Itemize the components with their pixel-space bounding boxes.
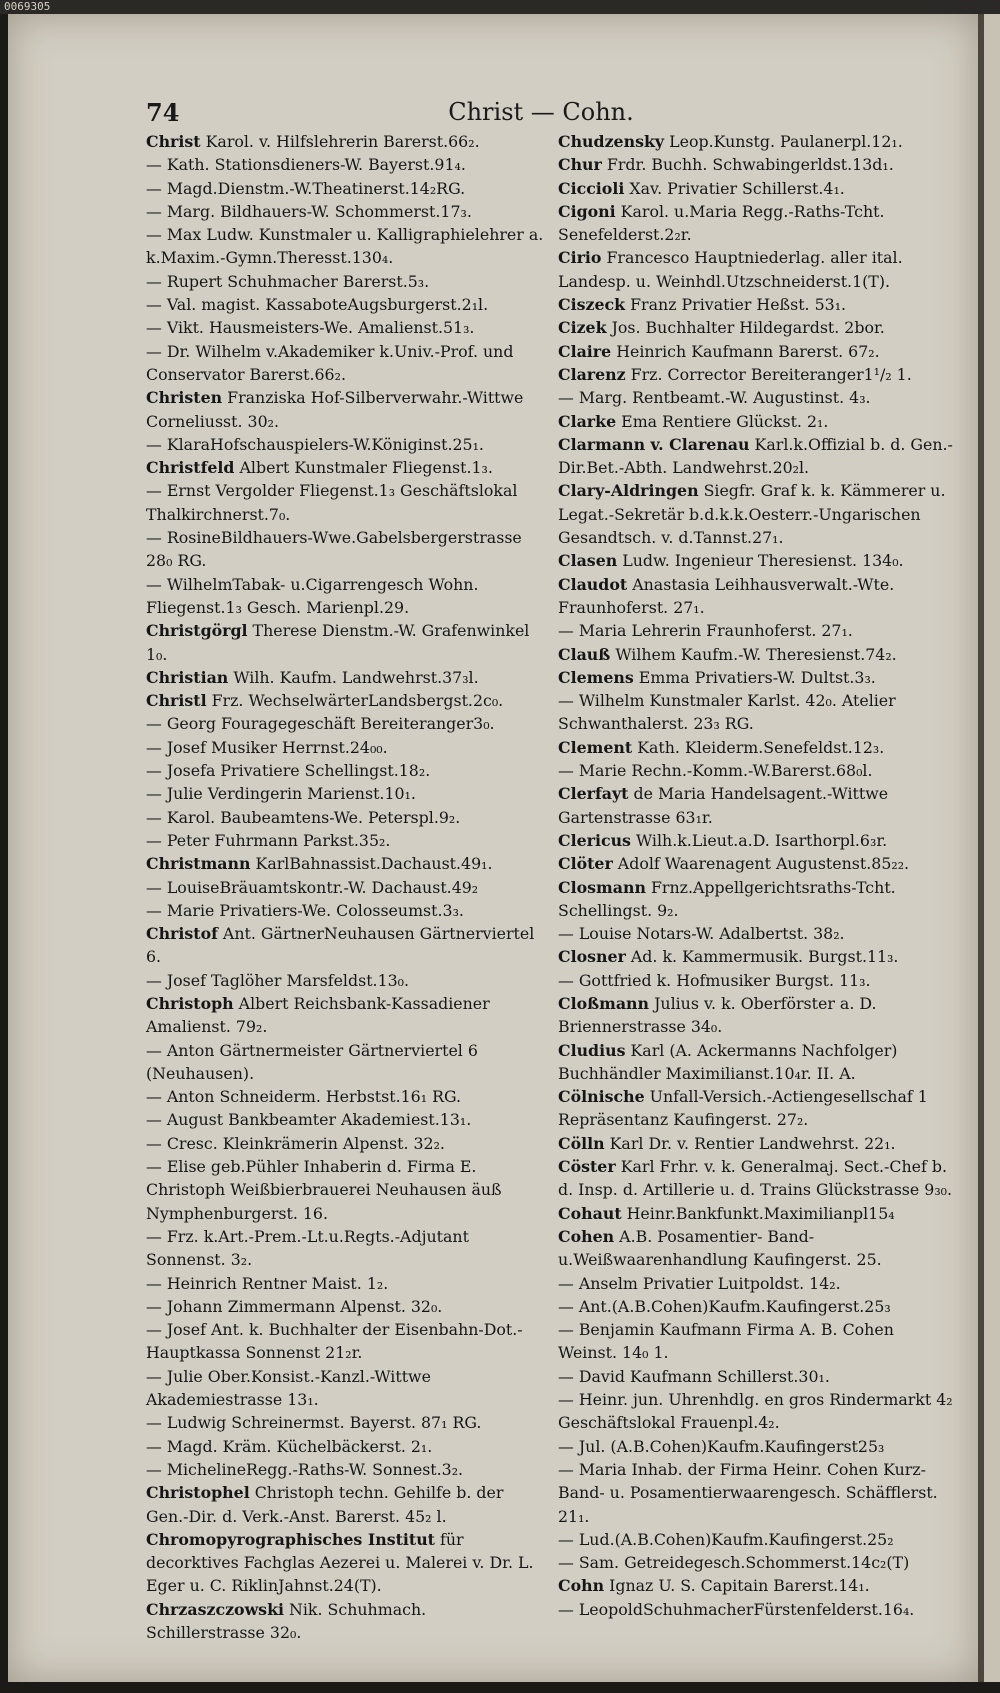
- directory-entry: [558, 549, 956, 572]
- entry-surname: Cölln: [558, 1133, 605, 1153]
- entry-details: Adolf Waarenagent Augustenst.85₂₂.: [612, 854, 910, 874]
- directory-entry: [146, 899, 544, 922]
- entry-details: — Anton Schneiderm. Herbstst.16₁ RG.: [146, 1087, 462, 1107]
- directory-entry: [558, 293, 956, 316]
- directory-entry: [558, 363, 956, 386]
- directory-entry: [146, 992, 544, 1039]
- directory-entry: [558, 1132, 956, 1155]
- directory-entry: [558, 153, 956, 176]
- directory-entry: [146, 526, 544, 573]
- directory-entry: [146, 200, 544, 223]
- entry-details: — MichelineRegg.-Raths-W. Sonnest.3₂.: [146, 1459, 464, 1479]
- entry-surname: Cölnische: [558, 1087, 645, 1107]
- entry-details: Frz. Corrector Bereiteranger1¹/₂ 1.: [625, 364, 912, 384]
- directory-entry: [558, 829, 956, 852]
- scan-id-bar: [0, 0, 1000, 14]
- directory-entry: [558, 246, 956, 293]
- entry-surname: Claire: [558, 341, 612, 361]
- entry-surname: Cohn: [558, 1576, 605, 1596]
- entry-details: — RosineBildhauers-Wwe.Gabelsbergerstrasse 28₀ RG.: [146, 528, 527, 571]
- left-column: [146, 130, 549, 1650]
- entry-details: Wilh. Kaufm. Landwehrst.37₃l.: [228, 667, 479, 687]
- directory-entry: [558, 177, 956, 200]
- entry-surname: Cigoni: [558, 201, 616, 221]
- entry-details: — Heinr. jun. Uhrenhdlg. en gros Rindermarkt 4₂ Geschäftslokal Frauenpl.4₂.: [558, 1390, 958, 1433]
- entry-details: Anastasia Leihhausverwalt.-Wte. Fraunhoferst. 27₁.: [558, 574, 900, 617]
- directory-entry: [146, 759, 544, 782]
- directory-entry: [146, 736, 544, 759]
- directory-entry: [146, 712, 544, 735]
- directory-entry: [146, 293, 544, 316]
- directory-entry: [146, 573, 544, 620]
- entry-surname: Cöster: [558, 1157, 616, 1177]
- entry-details: Christoph techn. Gehilfe b. der Gen.-Dir. d. Verk.-Anst. Barerst. 45₂ l.: [146, 1483, 509, 1526]
- directory-entry: [558, 1551, 956, 1574]
- entry-details: Jos. Buchhalter Hildegardst. 2bor.: [606, 318, 885, 338]
- entry-surname: Christl: [146, 691, 207, 711]
- directory-entry: [146, 479, 544, 526]
- directory-entry: [558, 1202, 956, 1225]
- entry-details: — Georg Fouragegeschäft Bereiteranger3₀.: [146, 714, 495, 734]
- entry-details: — Gottfried k. Hofmusiker Burgst. 11₃.: [558, 970, 871, 990]
- entry-surname: Cirio: [558, 248, 602, 268]
- directory-entry: [558, 1295, 956, 1318]
- entry-surname: Christian: [146, 667, 229, 687]
- entry-details: Xav. Privatier Schillerst.4₁.: [624, 178, 845, 198]
- directory-entry: [146, 1132, 544, 1155]
- entry-surname: Ciszeck: [558, 295, 626, 315]
- directory-entry: [146, 1458, 544, 1481]
- directory-entry: [558, 200, 956, 247]
- directory-entry: [146, 922, 544, 969]
- entry-surname: Cohen: [558, 1226, 615, 1246]
- directory-entry: [558, 1039, 956, 1086]
- entry-details: de Maria Handelsagent.-Wittwe Gartenstrasse 63₁r.: [558, 784, 894, 827]
- entry-surname: Chudzensky: [558, 132, 665, 151]
- directory-entry: [558, 666, 956, 689]
- entry-details: — Kath. Stationsdieners-W. Bayerst.91₄.: [146, 155, 466, 175]
- entry-details: — Marie Rechn.-Komm.-W.Barerst.68₀l.: [558, 761, 873, 781]
- directory-entry: [558, 969, 956, 992]
- directory-entry: [146, 876, 544, 899]
- entry-surname: Christen: [146, 388, 223, 408]
- directory-entry: [146, 1108, 544, 1131]
- entry-details: — Josef Taglöher Marsfeldst.13₀.: [146, 970, 410, 990]
- entry-details: — Julie Ober.Konsist.-Kanzl.-Wittwe Akademiestrasse 13₁.: [146, 1366, 436, 1410]
- entry-details: Karol. v. Hilfslehrerin Barerst.66₂.: [200, 132, 480, 151]
- entry-details: — David Kaufmann Schillerst.30₁.: [558, 1366, 830, 1386]
- entry-surname: Chrzaszczowski: [146, 1599, 285, 1619]
- entry-details: Ignaz U. S. Capitain Barerst.14₁.: [604, 1576, 870, 1596]
- entry-details: Ant. GärtnerNeuhausen Gärtnerviertel 6.: [146, 924, 540, 967]
- directory-entry: [146, 177, 544, 200]
- directory-entry: [558, 1528, 956, 1551]
- entry-details: Emma Privatiers-W. Dultst.3₃.: [633, 667, 876, 687]
- directory-entry: [558, 1155, 956, 1202]
- entry-surname: Christoph: [146, 993, 234, 1013]
- entry-details: — WilhelmTabak- u.Cigarrengesch Wohn. Fliegenst.1₃ Gesch. Marienpl.29.: [146, 574, 484, 617]
- facing-page-edge: [978, 14, 1000, 1682]
- entry-details: — Karol. Baubeamtens-We. Peterspl.9₂.: [146, 807, 461, 827]
- entry-surname: Clarenz: [558, 364, 626, 384]
- entry-details: Nik. Schuhmach. Schillerstrasse 32₀.: [146, 1599, 432, 1642]
- entry-details: KarlBahnassist.Dachaust.49₁.: [250, 854, 493, 874]
- entry-surname: Cloßmann: [558, 993, 650, 1013]
- directory-entry: [146, 316, 544, 339]
- entry-details: — Max Ludw. Kunstmaler u. Kalligraphielehrer a. k.Maxim.-Gymn.Theresst.130₄.: [146, 225, 549, 268]
- entry-surname: Closmann: [558, 877, 646, 897]
- directory-entry: [558, 433, 956, 480]
- entry-details: — Dr. Wilhelm v.Akademiker k.Univ.-Prof. und Conservator Barerst.66₂.: [146, 341, 519, 384]
- entry-details: — Rupert Schuhmacher Barerst.5₃.: [146, 271, 430, 291]
- entry-details: Albert Kunstmaler Fliegenst.1₃.: [234, 458, 493, 478]
- entry-details: — Anton Gärtnermeister Gärtnerviertel 6 (Neuhausen).: [146, 1040, 483, 1083]
- directory-entry: [558, 1435, 956, 1458]
- entry-details: Ema Rentiere Glückst. 2₁.: [616, 411, 829, 431]
- directory-entry: [146, 806, 544, 829]
- directory-entry: [558, 689, 956, 736]
- entry-details: Unfall-Versich.-Actiengesellschaf 1 Repräsentanz Kaufingerst. 27₂.: [558, 1087, 933, 1130]
- entry-details: — Julie Verdingerin Marienst.10₁.: [146, 784, 416, 804]
- entry-surname: Clöter: [558, 854, 613, 874]
- entry-details: — August Bankbeamter Akademiest.13₁.: [146, 1110, 472, 1130]
- directory-entry: [146, 1528, 544, 1598]
- directory-entry: [558, 1388, 956, 1435]
- directory-entry: [146, 1411, 544, 1434]
- directory-entry: [146, 1155, 544, 1225]
- directory-entry: [146, 1318, 544, 1365]
- directory-entry: [146, 456, 544, 479]
- entry-details: Frdr. Buchh. Schwabingerldst.13d₁.: [601, 155, 894, 175]
- entry-surname: Clauß: [558, 644, 611, 664]
- entry-details: Ad. k. Kammermusik. Burgst.11₃.: [625, 947, 899, 967]
- entry-details: Franziska Hof-Silberverwahr.-Wittwe Corneliusst. 30₂.: [146, 388, 529, 431]
- directory-entry: [558, 945, 956, 968]
- entry-surname: Ciccioli: [558, 178, 625, 198]
- directory-entry: [146, 130, 544, 153]
- directory-entry: [146, 1435, 544, 1458]
- entry-surname: Christ: [146, 132, 201, 151]
- entry-details: Siegfr. Graf k. k. Kämmerer u. Legat.-Sekretär b.d.k.k.Oesterr.-Ungarischen Gesandtsch. v. d.Tannst.27₁.: [558, 481, 951, 548]
- entry-details: — KlaraHofschauspielers-W.Königinst.25₁.: [146, 434, 484, 454]
- entry-details: — Peter Fuhrmann Parkst.35₂.: [146, 830, 391, 850]
- entry-surname: Closner: [558, 947, 626, 967]
- entry-details: Karl.k.Offizial b. d. Gen.-Dir.Bet.-Abth. Landwehrst.20₂l.: [558, 434, 953, 478]
- directory-entry: [558, 130, 956, 153]
- entry-details: Karol. u.Maria Regg.-Raths-Tcht. Senefelderst.2₂r.: [558, 201, 890, 245]
- directory-entry: [146, 1085, 544, 1108]
- entry-details: Leop.Kunstg. Paulanerpl.12₁.: [664, 132, 903, 151]
- directory-entry: [558, 1272, 956, 1295]
- directory-entry: [146, 1295, 544, 1318]
- entry-details: — Maria Inhab. der Firma Heinr. Cohen Kurz-Band- u. Posamentierwaarengesch. Schäfflerst. 21₁.: [558, 1459, 943, 1526]
- directory-entry: [558, 852, 956, 875]
- entry-details: — Marg. Bildhauers-W. Schommerst.17₃.: [146, 201, 472, 221]
- scan-id: 0069305: [4, 0, 51, 13]
- entry-details: Karl (A. Ackermanns Nachfolger) Buchhändler Maximilianst.10₄r. II. A.: [558, 1040, 903, 1083]
- entry-details: — Maria Lehrerin Fraunhoferst. 27₁.: [558, 621, 853, 641]
- entry-surname: Christfeld: [146, 458, 235, 478]
- directory-entry: [558, 479, 956, 549]
- directory-entry: [146, 1598, 544, 1645]
- entry-details: — Val. magist. KassaboteAugsburgerst.2₁l.: [146, 295, 489, 315]
- entry-surname: Cohaut: [558, 1203, 622, 1223]
- directory-entry: [558, 782, 956, 829]
- entry-details: Therese Dienstm.-W. Grafenwinkel 1₀.: [146, 621, 535, 664]
- entry-details: Francesco Hauptniederlag. aller ital. Landesp. u. Weinhdl.Utzschneiderst.1(T).: [558, 248, 908, 291]
- directory-entry: [146, 666, 544, 689]
- directory-entry: [146, 223, 549, 270]
- directory-entry: [146, 1225, 544, 1272]
- entry-surname: Clarmann v. Clarenau: [558, 434, 750, 454]
- entry-details: — LeopoldSchuhmacherFürstenfelderst.16₄.: [558, 1599, 915, 1619]
- directory-entry: [558, 573, 956, 620]
- entry-details: Wilh.k.Lieut.a.D. Isarthorpl.6₃r.: [630, 830, 888, 850]
- directory-entry: [146, 153, 544, 176]
- entry-surname: Claudot: [558, 574, 628, 594]
- entry-surname: Clasen: [558, 551, 618, 571]
- directory-entry: [146, 1365, 544, 1412]
- running-head: Christ — Cohn.: [448, 98, 634, 126]
- entry-details: — Ludwig Schreinermst. Bayerst. 87₁ RG.: [146, 1413, 482, 1433]
- binding-shadow: [978, 14, 984, 1682]
- entry-details: Heinr.Bankfunkt.Maximilianpl15₄: [621, 1203, 895, 1223]
- directory-entry: [558, 1225, 956, 1272]
- entry-details: Heinrich Kaufmann Barerst. 67₂.: [611, 341, 880, 361]
- directory-entry: [558, 410, 956, 433]
- directory-entry: [558, 876, 956, 923]
- entry-surname: Cludius: [558, 1040, 626, 1060]
- directory-entry: [146, 619, 544, 666]
- directory-entry: [146, 829, 544, 852]
- entry-details: Frnz.Appellgerichtsraths-Tcht. Schellingst. 9₂.: [558, 877, 901, 920]
- entry-details: — Ernst Vergolder Fliegenst.1₃ Geschäftslokal Thalkirchnerst.7₀.: [146, 481, 523, 524]
- directory-entry: [146, 1039, 544, 1086]
- directory-entry: [146, 1272, 544, 1295]
- entry-surname: Chur: [558, 155, 602, 175]
- entry-details: — Benjamin Kaufmann Firma A. B. Cohen Weinst. 14₀ 1.: [558, 1320, 899, 1363]
- page-number: 74: [146, 98, 180, 127]
- entry-details: A.B. Posamentier- Band- u.Weißwaarenhandlung Kaufingerst. 25.: [558, 1226, 882, 1270]
- right-column: [558, 130, 956, 1650]
- entry-details: — Ant.(A.B.Cohen)Kaufm.Kaufingerst.25₃: [558, 1296, 891, 1316]
- entry-details: — Anselm Privatier Luitpoldst. 14₂.: [558, 1273, 841, 1293]
- directory-entry: [558, 643, 956, 666]
- directory-entry: [146, 433, 544, 456]
- entry-surname: Clary-Aldringen: [558, 481, 699, 501]
- directory-entry: [146, 852, 544, 875]
- directory-entry: [558, 386, 956, 409]
- entry-details: — Marg. Rentbeamt.-W. Augustinst. 4₃.: [558, 388, 871, 408]
- entry-surname: Clerfayt: [558, 784, 629, 804]
- entry-details: Franz Privatier Heßst. 53₁.: [625, 295, 847, 315]
- directory-entry: [558, 1598, 956, 1621]
- entry-details: Ludw. Ingenieur Theresienst. 134₀.: [617, 551, 904, 571]
- entry-details: Frz. WechselwärterLandsbergst.2c₀.: [206, 691, 504, 711]
- page-header: [146, 98, 936, 128]
- entry-details: für decorktives Fachglas Aezerei u. Malerei v. Dr. L. Eger u. C. RiklinJahnst.24(T).: [146, 1529, 539, 1596]
- entry-details: — Heinrich Rentner Maist. 1₂.: [146, 1273, 389, 1293]
- directory-entry: [558, 340, 956, 363]
- entry-surname: Chromopyrographisches Institut: [146, 1529, 435, 1549]
- directory-entry: [146, 1481, 544, 1528]
- entry-details: Karl Frhr. v. k. Generalmaj. Sect.-Chef b. d. Insp. d. Artillerie u. d. Trains Glückstrasse 9₃₀.: [558, 1157, 953, 1200]
- entry-details: — Cresc. Kleinkrämerin Alpenst. 32₂.: [146, 1133, 445, 1153]
- entry-details: — Frz. k.Art.-Prem.-Lt.u.Regts.-Adjutant Sonnenst. 3₂.: [146, 1226, 474, 1270]
- entry-details: — Jul. (A.B.Cohen)Kaufm.Kaufingerst25₃: [558, 1436, 885, 1456]
- entry-details: — Wilhelm Kunstmaler Karlst. 42₀. Atelier Schwanthalerst. 23₃ RG.: [558, 691, 901, 734]
- entry-details: — Vikt. Hausmeisters-We. Amalienst.51₃.: [146, 318, 475, 338]
- entry-surname: Clemens: [558, 667, 634, 687]
- directory-entry: [558, 1365, 956, 1388]
- entry-details: — Magd. Kräm. Küchelbäckerst. 2₁.: [146, 1436, 433, 1456]
- directory-entry: [558, 1458, 956, 1528]
- directory-entry: [558, 736, 956, 759]
- entry-details: Karl Dr. v. Rentier Landwehrst. 22₁.: [604, 1133, 896, 1153]
- directory-entry: [558, 759, 956, 782]
- entry-surname: Christmann: [146, 854, 251, 874]
- entry-details: — Josef Musiker Herrnst.24₀₀.: [146, 737, 388, 757]
- entry-details: — Magd.Dienstm.-W.Theatinerst.14₂RG.: [146, 178, 466, 198]
- directory-entry: [558, 1574, 956, 1597]
- directory-entry: [558, 619, 956, 642]
- entry-surname: Cizek: [558, 318, 607, 338]
- directory-entry: [146, 969, 544, 992]
- entry-details: Albert Reichsbank-Kassadiener Amalienst. 79₂.: [146, 993, 495, 1037]
- entry-details: — Sam. Getreidegesch.Schommerst.14c₂(T): [558, 1553, 910, 1573]
- entry-details: Wilhem Kaufm.-W. Theresienst.74₂.: [610, 644, 897, 664]
- directory-entry: [146, 782, 544, 805]
- entry-details: — Elise geb.Pühler Inhaberin d. Firma E. Christoph Weißbierbrauerei Neuhausen äuß Nymphenburgerst. 16.: [146, 1157, 507, 1223]
- entry-details: — Marie Privatiers-We. Colosseumst.3₃.: [146, 900, 464, 920]
- entry-details: — LouiseBräuamtskontr.-W. Dachaust.49₂: [146, 877, 479, 897]
- entry-surname: Christophel: [146, 1483, 250, 1503]
- directory-entry: [146, 689, 544, 712]
- directory-entry: [558, 1318, 956, 1365]
- entry-details: — Louise Notars-W. Adalbertst. 38₂.: [558, 924, 845, 944]
- entry-details: — Johann Zimmermann Alpenst. 32₀.: [146, 1296, 443, 1316]
- directory-entry: [146, 340, 544, 387]
- directory-entry: [558, 992, 956, 1039]
- entry-surname: Clericus: [558, 830, 631, 850]
- entry-surname: Clarke: [558, 411, 617, 431]
- entry-details: — Josefa Privatiere Schellingst.18₂.: [146, 761, 431, 781]
- entry-details: Julius v. k. Oberförster a. D. Briennerstrasse 34₀.: [558, 993, 882, 1037]
- entry-details: — Lud.(A.B.Cohen)Kaufm.Kaufingerst.25₂: [558, 1529, 894, 1549]
- directory-entry: [146, 386, 544, 433]
- directory-entry: [558, 922, 956, 945]
- entry-details: — Josef Ant. k. Buchhalter der Eisenbahn-Dot.-Hauptkassa Sonnenst 21₂r.: [146, 1320, 523, 1363]
- entry-details: Kath. Kleiderm.Senefeldst.12₃.: [632, 737, 885, 757]
- entry-surname: Clement: [558, 737, 633, 757]
- entry-surname: Christof: [146, 924, 218, 944]
- entry-surname: Christgörgl: [146, 621, 248, 641]
- directory-entry: [558, 1085, 956, 1132]
- directory-entry: [558, 316, 956, 339]
- directory-entry: [146, 270, 544, 293]
